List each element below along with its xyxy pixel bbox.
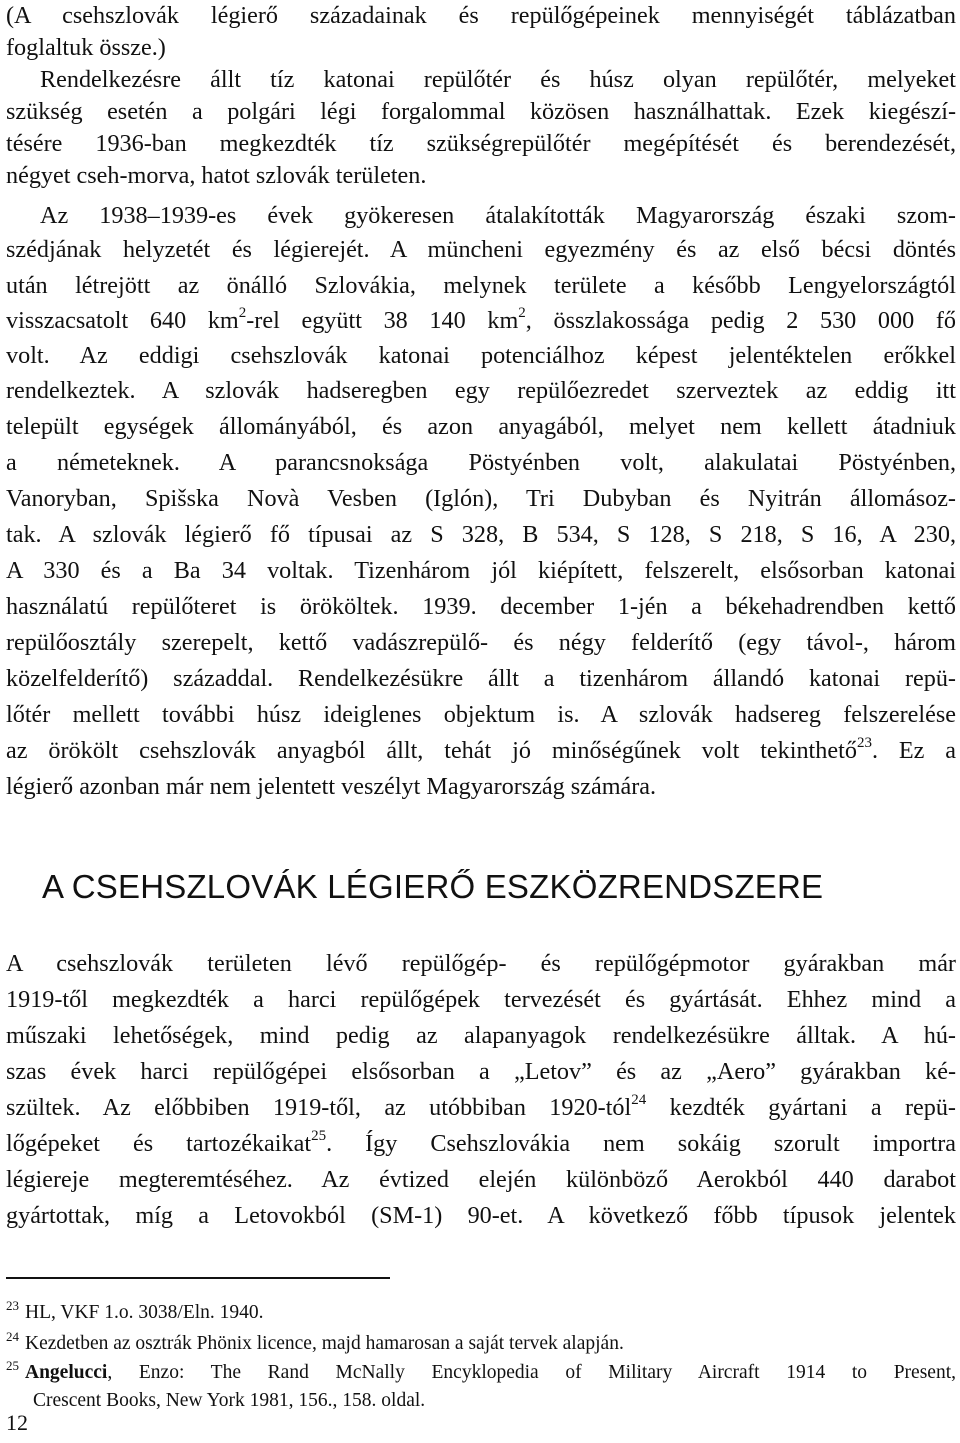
body-line: rendelkeztek. A szlovák hadseregben egy repülőezredet szerveztek az eddig itt	[6, 377, 956, 404]
footnote-25-continuation: Crescent Books, New York 1981, 156., 158. oldal.	[33, 1390, 426, 1411]
body-line	[6, 305, 956, 337]
body-line: szükség esetén a polgári légi forgalommal közösen használhattak. Ezek kiegészí-	[6, 98, 956, 125]
superscript: 2	[238, 305, 247, 321]
body-line: (A csehszlovák légierő századainak és repülőgépeinek mennyiségét táblázatban	[6, 2, 956, 29]
body-line: A 330 és a Ba 34 voltak. Tizenhárom jól kiépített, felszerelt, elsősorban katonai	[6, 557, 956, 584]
footnote-separator	[6, 1277, 390, 1279]
body-line: foglaltuk össze.)	[6, 34, 166, 61]
body-line: repülőosztály szerepelt, kettő vadászrepülő- és négy felderítő (egy távol-, három	[6, 629, 956, 656]
body-line	[6, 1092, 956, 1124]
section-heading: A CSEHSZLOVÁK LÉGIERŐ ESZKÖZRENDSZERE	[42, 868, 824, 905]
body-line: gyártottak, míg a Letovokból (SM-1) 90-et. A következő főbb típusok jelentek	[6, 1202, 956, 1229]
footnote-ref[interactable]: 23	[856, 735, 872, 751]
body-line: települt egységek állományából, és azon anyagából, melyet nem kellett átadniuk	[6, 413, 956, 440]
body-line: Vanoryban, Spišska Novà Vesben (Iglón), Tri Dubyban és Nyitrán állomásoz-	[6, 485, 956, 512]
text-run: . Ez a	[871, 737, 956, 764]
body-line: 1919-től megkezdték a harci repülőgépek tervezését és gyártását. Ehhez mind a	[6, 986, 956, 1013]
footnote-text: HL, VKF 1.o. 3038/Eln. 1940.	[25, 1302, 264, 1323]
text-run: . Így Csehszlovákia nem sokáig szorult importra	[326, 1130, 956, 1157]
body-line: légiereje megteremtéséhez. Az évtized elején különböző Aerokból 440 darabot	[6, 1166, 956, 1193]
body-line: tésére 1936-ban megkezdték tíz szükségrepülőtér megépítését és berendezését,	[6, 130, 956, 157]
text-run: szültek. Az előbbiben 1919-től, az utóbbiban 1920-tól	[6, 1094, 632, 1121]
footnote-text: , Enzo: The Rand McNally Encyklopedia of Military Aircraft 1914 to Present,	[107, 1362, 956, 1383]
footnote-ref[interactable]: 24	[631, 1092, 647, 1108]
body-line: tak. A szlovák légierő fő típusai az S 328, B 534, S 128, S 218, S 16, A 230,	[6, 521, 956, 548]
text-run: lőgépeket és tartozékaikat	[6, 1130, 312, 1157]
body-line: Rendelkezésre állt tíz katonai repülőtér és húsz olyan repülőtér, melyeket	[40, 66, 956, 93]
text-run: , összlakossága pedig 2 530 000 fő	[525, 307, 956, 334]
body-line: Az 1938–1939-es évek gyökeresen átalakították Magyarország északi szom-	[40, 202, 956, 229]
body-line: A csehszlovák területen lévő repülőgép- és repülőgépmotor gyárakban már	[6, 950, 956, 977]
body-line: szédjának helyzetét és légierejét. A müncheni egyezmény és az első bécsi döntés	[6, 236, 956, 263]
text-run: az örökölt csehszlovák anyagból állt, tehát jó minőségűnek volt tekinthető	[6, 737, 857, 764]
footnote-number: 24	[6, 1329, 19, 1344]
footnote-number: 23	[6, 1298, 19, 1313]
body-line: után létrejött az önálló Szlovákia, melynek területe a később Lengyelországtól	[6, 272, 956, 299]
footnote-24	[6, 1331, 956, 1358]
text-run: -rel együtt 38 140 km	[246, 307, 519, 334]
footnote-author: Angelucci	[25, 1362, 108, 1383]
body-line: volt. Az eddigi csehszlovák katonai potenciálhoz képest jelentéktelen erőkkel	[6, 342, 956, 369]
body-line: a németeknek. A parancsnoksága Pöstyénben volt, alakulatai Pöstyénben,	[6, 449, 956, 476]
body-line: közelfelderítő) századdal. Rendelkezésükre állt a tizenhárom állandó katonai repü-	[6, 665, 956, 692]
body-line: szas évek harci repülőgépei elsősorban a „Letov” és az „Aero” gyárakban ké-	[6, 1058, 956, 1085]
page-number: 12	[6, 1410, 28, 1435]
footnote-number: 25	[6, 1358, 19, 1373]
footnote-25	[6, 1360, 956, 1387]
body-line: műszaki lehetőségek, mind pedig az alapanyagok rendelkezésükre álltak. A hú-	[6, 1022, 956, 1049]
superscript: 2	[518, 305, 526, 321]
body-line	[6, 1128, 956, 1160]
footnote-23	[6, 1300, 956, 1327]
body-line	[6, 735, 956, 767]
body-line: légierő azonban már nem jelentett veszélyt Magyarország számára.	[6, 773, 657, 800]
body-line: négyet cseh-morva, hatot szlovák területen.	[6, 162, 427, 189]
text-run: visszacsatolt 640 km	[6, 307, 239, 334]
body-line: lőtér mellett további húsz ideiglenes objektum is. A szlovák hadsereg felszerelése	[6, 701, 956, 728]
body-line: használatú repülőteret is örököltek. 1939. december 1-jén a békehadrendben kettő	[6, 593, 956, 620]
footnote-ref[interactable]: 25	[311, 1128, 327, 1144]
footnote-text: Kezdetben az osztrák Phönix licence, majd hamarosan a saját tervek alapján.	[25, 1333, 624, 1354]
text-run: kezdték gyártani a repü-	[646, 1094, 956, 1121]
